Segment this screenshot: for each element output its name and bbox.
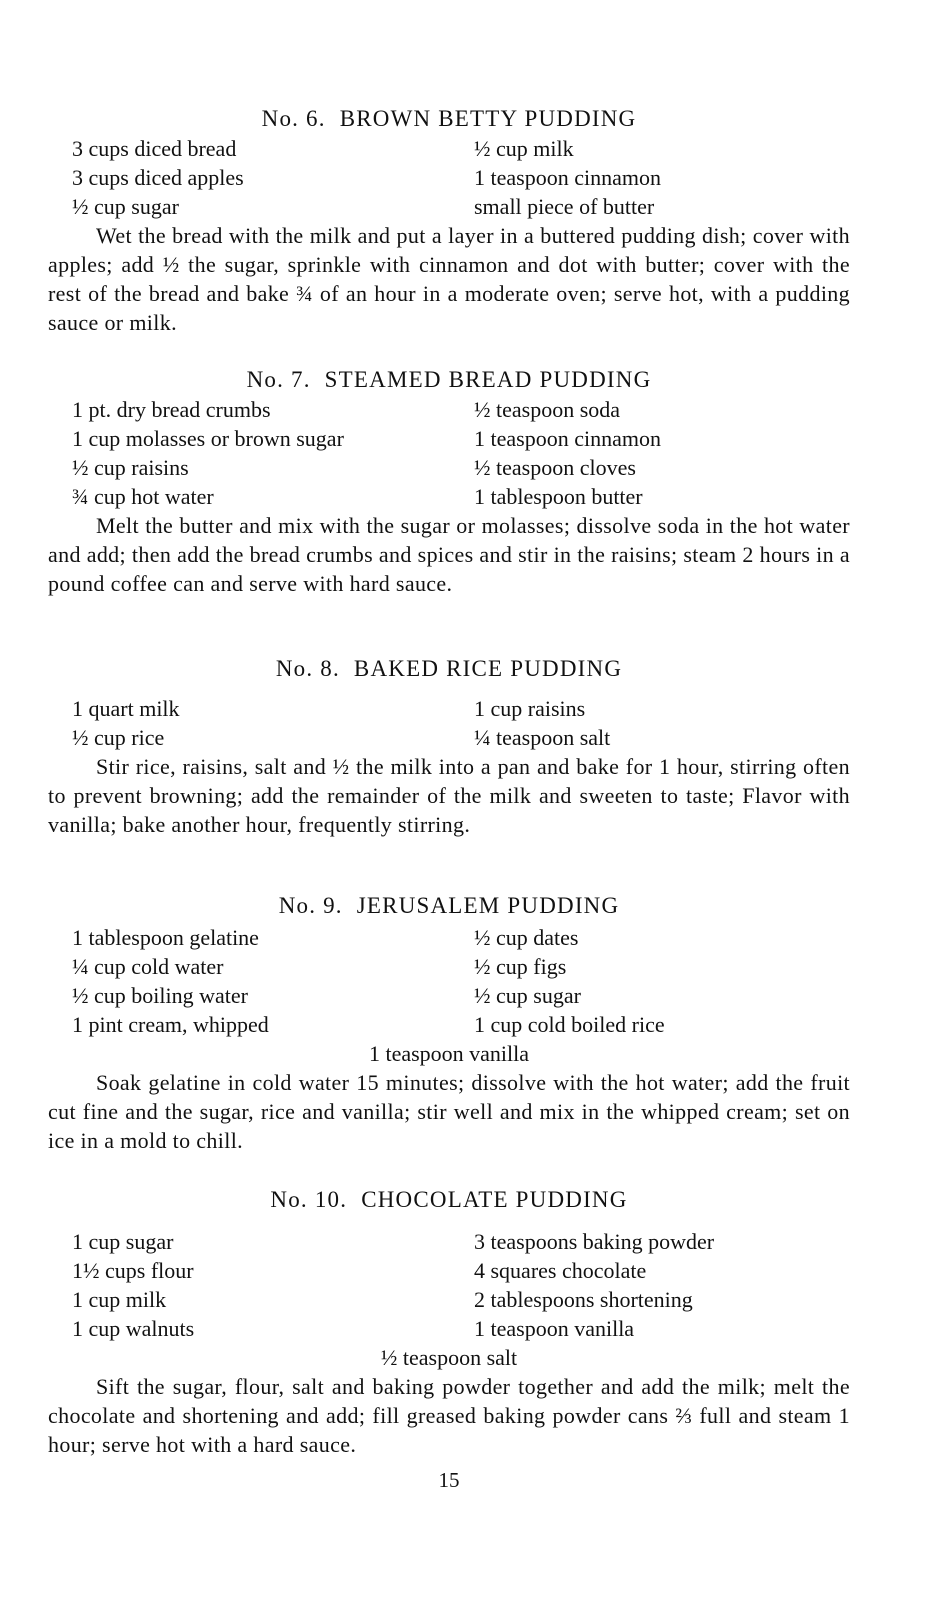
ingredient: 1 teaspoon vanilla (474, 1316, 635, 1341)
ingredient: 3 cups diced apples (72, 165, 244, 190)
ingredient: 1 cup milk (72, 1287, 167, 1312)
ingredient-centered: ½ teaspoon salt (380, 1345, 518, 1370)
ingredient: ½ teaspoon cloves (474, 455, 636, 480)
ingredient-row (48, 923, 850, 952)
ingredient-row (48, 134, 850, 163)
ingredient: 1 pt. dry bread crumbs (72, 397, 271, 422)
ingredient-row (48, 163, 850, 192)
recipe-chocolate-pudding (48, 1185, 850, 1459)
ingredient-row (48, 1227, 850, 1256)
recipe-name: JERUSALEM PUDDING (356, 893, 620, 918)
ingredient: 1 cup sugar (72, 1229, 174, 1254)
recipe-baked-rice-pudding (48, 654, 850, 839)
ingredient: 1 quart milk (72, 696, 180, 721)
recipe-brown-betty-pudding (48, 104, 850, 337)
ingredient-row (48, 694, 850, 723)
recipe-number: No. 7. (246, 367, 311, 392)
recipe-directions: Stir rice, raisins, salt and ½ the milk into a pan and bake for 1 hour, stirring often to prevent browning; add the remainder of the milk and sweeten to taste; Flavor with vanilla; bake another hour, frequently stirring. (48, 754, 850, 837)
ingredient: 3 teaspoons baking powder (474, 1229, 715, 1254)
ingredient-row (48, 1285, 850, 1314)
cookbook-page (48, 0, 850, 1600)
recipe-name: CHOCOLATE PUDDING (361, 1187, 628, 1212)
recipe-steamed-bread-pudding (48, 365, 850, 598)
recipe-directions: Soak gelatine in cold water 15 minutes; dissolve with the hot water; add the fruit cut fine and the sugar, rice and vanilla; stir well and mix in the whipped cream; set on ice in a mold to chill. (48, 1070, 850, 1153)
recipe-title (48, 654, 850, 684)
ingredient: small piece of butter (474, 194, 655, 219)
recipe-title (48, 1185, 850, 1215)
ingredient-row (48, 723, 850, 752)
ingredient-row (48, 952, 850, 981)
ingredient: 3 cups diced bread (72, 136, 237, 161)
ingredient: ¼ cup cold water (72, 954, 224, 979)
ingredient: ½ teaspoon soda (474, 397, 621, 422)
ingredient-row (48, 192, 850, 221)
recipe-name: STEAMED BREAD PUDDING (324, 367, 652, 392)
ingredient-row (48, 1256, 850, 1285)
recipe-jerusalem-pudding (48, 891, 850, 1155)
recipe-directions: Sift the sugar, flour, salt and baking powder together and add the milk; melt the chocolate and shortening and add; fill greased baking powder cans ⅔ full and steam 1 hour; serve hot with a hard sauce. (48, 1374, 850, 1457)
ingredient-row (48, 453, 850, 482)
page-number: 15 (438, 1468, 460, 1492)
ingredient: ½ cup sugar (72, 194, 179, 219)
ingredient: ¾ cup hot water (72, 484, 214, 509)
ingredient: 1 teaspoon cinnamon (474, 165, 661, 190)
ingredient: 1½ cups flour (72, 1258, 194, 1283)
ingredient: 1 cup cold boiled rice (474, 1012, 665, 1037)
ingredient: ½ cup rice (72, 725, 165, 750)
ingredient: ¼ teaspoon salt (474, 725, 611, 750)
ingredient: ½ cup milk (474, 136, 574, 161)
ingredient-row (48, 424, 850, 453)
recipe-number: No. 9. (278, 893, 343, 918)
ingredient-centered: 1 teaspoon vanilla (368, 1041, 530, 1066)
ingredient: 4 squares chocolate (474, 1258, 647, 1283)
ingredient: ½ cup dates (474, 925, 579, 950)
recipe-title (48, 365, 850, 395)
ingredient: 1 cup molasses or brown sugar (72, 426, 344, 451)
recipe-title (48, 104, 850, 134)
ingredient: 1 teaspoon cinnamon (474, 426, 661, 451)
recipe-number: No. 10. (270, 1187, 348, 1212)
recipe-number: No. 8. (275, 656, 340, 681)
recipe-directions: Wet the bread with the milk and put a layer in a buttered pudding dish; cover with apples; add ½ the sugar, sprinkle with cinnamon and dot with butter; cover with the rest of the bread and bake ¾ of an hour in a moderate oven; serve hot, with a pudding sauce or milk. (48, 223, 850, 335)
ingredient: 1 tablespoon gelatine (72, 925, 259, 950)
ingredient-row (48, 395, 850, 424)
recipe-name: BAKED RICE PUDDING (353, 656, 623, 681)
ingredient-row (48, 981, 850, 1010)
ingredient: ½ cup boiling water (72, 983, 248, 1008)
ingredient: 1 cup raisins (474, 696, 586, 721)
ingredient: 1 tablespoon butter (474, 484, 643, 509)
recipe-title (48, 891, 850, 921)
ingredient: 1 pint cream, whipped (72, 1012, 269, 1037)
ingredient: 1 cup walnuts (72, 1316, 195, 1341)
recipe-directions: Melt the butter and mix with the sugar or molasses; dissolve soda in the hot water and add; then add the bread crumbs and spices and stir in the raisins; steam 2 hours in a pound coffee can and serve with hard sauce. (48, 513, 850, 596)
recipe-number: No. 6. (261, 106, 326, 131)
ingredient-row (48, 1314, 850, 1343)
ingredient-row (48, 1010, 850, 1039)
ingredient: ½ cup raisins (72, 455, 189, 480)
ingredient: ½ cup figs (474, 954, 567, 979)
ingredient: ½ cup sugar (474, 983, 581, 1008)
recipe-name: BROWN BETTY PUDDING (339, 106, 637, 131)
ingredient-row (48, 482, 850, 511)
ingredient: 2 tablespoons shortening (474, 1287, 693, 1312)
